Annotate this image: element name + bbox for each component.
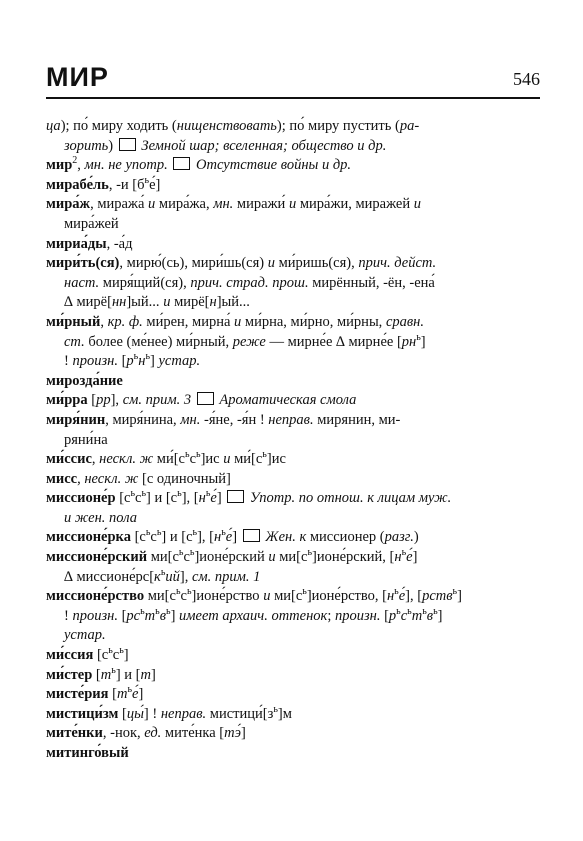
- entry-headword: ми́стер: [46, 666, 93, 683]
- grammar-note: к: [154, 568, 161, 585]
- entry-text: ]: [240, 725, 246, 742]
- grammar-note: т: [116, 686, 128, 703]
- superscript-mark: ь: [433, 606, 438, 618]
- grammar-note: нищенствовать: [176, 118, 277, 134]
- grammar-note: Земной шар; вселенная; общество и др.: [137, 137, 387, 154]
- entry-text: , мирю́(сь), мири́шь(ся): [119, 255, 268, 272]
- superscript-mark: ь: [262, 449, 267, 461]
- entry-text: ]: [420, 333, 426, 350]
- grammar-note: т: [100, 666, 112, 683]
- grammar-note: рн: [401, 333, 417, 350]
- dictionary-entry: [46, 548, 540, 587]
- entry-text: — мирне́е ∆ мирне́е [: [265, 333, 402, 350]
- entry-text: ] и [с: [161, 529, 193, 546]
- entry-text: ]: [123, 647, 129, 664]
- entry-text: мира́жа,: [155, 196, 214, 213]
- grammar-note: в: [426, 607, 434, 624]
- entry-text: , -нок,: [102, 725, 145, 742]
- superscript-mark: ь: [407, 606, 412, 618]
- entry-text: ]: [437, 607, 443, 624]
- entry-text: -я́не, -я́н !: [200, 411, 269, 428]
- superscript-mark: ь: [396, 606, 401, 618]
- entry-text: , миража́: [90, 196, 149, 213]
- grammar-note: ед.: [144, 725, 162, 742]
- grammar-note: и жен. пола: [64, 509, 137, 526]
- entry-text: мите́нка [: [161, 725, 225, 742]
- entry-text: мирённый, -ён, -ена́: [308, 274, 435, 291]
- entry-text: ми́рна, ми́рно, ми́рны,: [241, 313, 386, 330]
- entry-text: [191, 392, 195, 408]
- grammar-note: рств: [422, 588, 453, 605]
- grammar-note: неправ.: [268, 411, 314, 428]
- entry-headword: мисте́рия: [46, 686, 109, 703]
- entry-text: ]м: [277, 705, 292, 722]
- entry-text: ): [108, 137, 117, 154]
- entry-headword: миссионе́рка: [46, 529, 131, 546]
- entry-text: [: [118, 705, 127, 722]
- dictionary-entry: [46, 666, 540, 686]
- grammar-note: ца: [46, 118, 61, 134]
- entry-text: ); по́ миру ходить (: [60, 118, 177, 134]
- grammar-note: прич. дейст.: [358, 255, 437, 272]
- definition-box-icon: [197, 392, 214, 405]
- grammar-note: произн.: [334, 607, 381, 624]
- grammar-note: Отсутствие войны и др.: [192, 157, 352, 174]
- grammar-note: произн.: [72, 353, 118, 370]
- grammar-note: мн. не употр.: [84, 157, 168, 174]
- grammar-note: произн.: [72, 607, 118, 624]
- superscript-mark: ь: [192, 527, 198, 539]
- grammar-note: е́: [225, 529, 233, 546]
- grammar-note: нескл. ж: [84, 470, 139, 487]
- entry-text: ]ый...: [126, 294, 164, 311]
- entry-headword: миря́нин: [46, 411, 106, 428]
- grammar-note: и: [223, 451, 231, 468]
- entry-headword: мисс: [46, 470, 78, 487]
- entry-headword: мистици́зм: [46, 705, 119, 722]
- entry-text: ]: [457, 588, 462, 605]
- entry-text: !: [64, 607, 73, 624]
- entry-text: с: [183, 549, 190, 566]
- entry-text: ∆ миссионе́рс[: [64, 568, 155, 585]
- grammar-note: прич. страд. прош.: [190, 274, 309, 291]
- superscript-mark: ь: [221, 527, 226, 539]
- definition-box-icon: [173, 157, 190, 170]
- superscript-mark: ь: [196, 449, 201, 461]
- grammar-note: мн.: [180, 411, 201, 428]
- superscript-mark: ь: [401, 547, 407, 559]
- superscript-mark: ь: [145, 351, 150, 363]
- grammar-note: сравн.: [385, 313, 424, 330]
- entry-text: [с одиночный]: [138, 470, 231, 487]
- entry-text: ;: [327, 607, 335, 624]
- grammar-note: н: [198, 490, 206, 507]
- grammar-note: и: [268, 549, 276, 566]
- running-headword: МИР: [46, 62, 109, 92]
- entry-text: ,: [91, 451, 100, 468]
- grammar-note: цы́: [126, 705, 144, 722]
- page-header: [46, 62, 540, 96]
- grammar-note: н: [209, 294, 217, 311]
- dictionary-entry: [46, 685, 540, 705]
- entry-text: ]ионе́рский, [: [312, 549, 395, 566]
- entry-text: ,: [77, 470, 85, 487]
- entry-text: ]: [150, 353, 159, 370]
- grammar-note: тэ́: [224, 725, 241, 742]
- definition-box-icon: [243, 529, 260, 542]
- entry-text: мира́жей: [64, 215, 119, 232]
- grammar-note: Жен. к: [261, 529, 307, 546]
- grammar-note: рс: [126, 607, 141, 624]
- entry-text: ми[с: [275, 549, 308, 566]
- entry-text: ми́рен, мирна́: [142, 313, 235, 330]
- dictionary-entry: [46, 646, 540, 666]
- grammar-note: и: [413, 196, 421, 213]
- entry-text: мирянин, ми-: [313, 411, 401, 428]
- dictionary-entry: [46, 470, 540, 490]
- superscript-mark: ь: [130, 488, 136, 500]
- entry-text: !: [64, 353, 73, 370]
- grammar-note: зорить: [64, 137, 109, 154]
- grammar-note: н: [214, 529, 222, 546]
- entry-text: ]ис: [200, 451, 224, 468]
- entry-text: ,: [100, 313, 108, 330]
- grammar-note: н: [394, 549, 402, 566]
- grammar-note: р: [388, 607, 397, 624]
- grammar-note: е́: [210, 490, 217, 507]
- grammar-note: ра-: [399, 118, 420, 134]
- superscript-mark: ь: [156, 527, 162, 539]
- entry-headword: ми́ссис: [46, 451, 92, 468]
- definition-box-icon: [227, 490, 244, 503]
- page-number: 546: [513, 69, 540, 89]
- grammar-note: т: [144, 607, 156, 624]
- entry-text: мирё[: [170, 294, 210, 311]
- dictionary-entry: [46, 117, 540, 156]
- grammar-note: и: [148, 196, 156, 213]
- entry-text: ): [413, 529, 419, 546]
- grammar-note: нн: [111, 294, 127, 311]
- grammar-note: н: [138, 353, 146, 370]
- superscript-mark: ь: [422, 606, 427, 618]
- grammar-note: и: [288, 196, 297, 213]
- grammar-note: и: [263, 588, 271, 605]
- entry-text: ]: [150, 666, 156, 683]
- entry-headword: мириа́ды: [46, 235, 107, 252]
- entry-headword: мира́ж: [46, 196, 91, 213]
- definition-box-icon: [119, 138, 136, 151]
- dictionary-entry: [46, 372, 540, 392]
- entry-text: ми́[с: [230, 451, 263, 468]
- dictionary-entry: [46, 156, 540, 176]
- entry-headword: мирабе́ль: [46, 176, 109, 193]
- dictionary-entry: [46, 254, 540, 313]
- superscript-mark: ь: [307, 547, 313, 559]
- grammar-note: рр: [96, 392, 111, 409]
- superscript-mark: ь: [166, 606, 171, 618]
- grammar-note: кр. ф.: [107, 313, 143, 330]
- dictionary-entry: [46, 411, 540, 450]
- entry-text: ] и [с: [146, 490, 178, 507]
- entry-headword: мир: [46, 157, 73, 174]
- entry-text: мистици́[з: [206, 705, 274, 722]
- entry-text: с: [189, 451, 196, 468]
- superscript-mark: ь: [175, 586, 181, 598]
- entry-text: ]: [216, 490, 226, 507]
- entry-text: ми[с: [147, 549, 179, 566]
- superscript-mark: ь: [141, 488, 147, 500]
- entry-text: [с: [115, 490, 131, 507]
- dictionary-entry: [46, 195, 540, 234]
- entry-text: ,: [77, 157, 85, 174]
- entry-text: ]: [138, 686, 144, 703]
- entry-headword: мите́нки: [46, 725, 103, 742]
- entry-text: ],: [179, 568, 192, 585]
- entry-headword: миссионе́рство: [46, 588, 145, 605]
- grammar-note: устар.: [158, 353, 201, 370]
- entry-text: [с: [130, 529, 146, 546]
- grammar-note: е́: [406, 549, 413, 566]
- entry-text: [: [380, 607, 389, 624]
- grammar-note: неправ.: [160, 705, 207, 722]
- entry-text: ]ионе́рство: [191, 588, 264, 605]
- dictionary-entry: [46, 528, 540, 548]
- dictionary-entries: [46, 117, 540, 764]
- grammar-note: е́: [132, 686, 139, 703]
- dictionary-entry: [46, 235, 540, 255]
- grammar-note: и: [163, 294, 171, 311]
- grammar-note: наст.: [64, 274, 100, 291]
- superscript-mark: ь: [108, 645, 113, 657]
- entry-text: [с: [93, 647, 109, 664]
- entry-text: ]ионе́рство, [: [306, 588, 387, 605]
- entry-text: мира́жи, миражей: [296, 196, 414, 213]
- header-rule: [46, 97, 540, 99]
- grammar-note: ст.: [64, 333, 85, 350]
- grammar-note: е́: [398, 588, 406, 605]
- entry-headword: мири́ть(ся): [46, 255, 120, 272]
- entry-text: ми[с: [144, 588, 176, 605]
- grammar-note: Употр. по отнош. к лицам муж.: [246, 490, 452, 507]
- entry-text: с: [135, 490, 142, 507]
- entry-text: ]ионе́рский: [194, 549, 269, 566]
- grammar-note: т: [411, 607, 423, 624]
- entry-text: ∆ мирё[: [64, 294, 112, 311]
- dictionary-entry: [46, 724, 540, 744]
- entry-text: [: [92, 666, 101, 683]
- entry-text: е́]: [149, 176, 161, 193]
- entry-text: ]: [170, 607, 180, 624]
- dictionary-entry: [46, 176, 540, 196]
- entry-text: [: [108, 686, 117, 703]
- entry-text: более (ме́нее) ми́рный,: [84, 333, 233, 350]
- entry-text: ]ис: [266, 451, 286, 468]
- grammar-note: р: [126, 353, 134, 370]
- grammar-note: реже: [232, 333, 266, 350]
- superscript-mark: ь: [416, 331, 421, 343]
- dictionary-entry: [46, 489, 540, 528]
- entry-headword: миссионе́р: [46, 490, 116, 507]
- superscript-mark: ь: [178, 547, 184, 559]
- entry-text: ], [: [197, 529, 214, 546]
- superscript-mark: ь: [273, 703, 278, 715]
- superscript-mark: ь: [205, 488, 211, 500]
- entry-text: [: [117, 607, 127, 624]
- entry-text: ми[с: [270, 588, 303, 605]
- entry-headword: мирозда́ние: [46, 372, 123, 389]
- entry-headword: ми́рный: [46, 313, 101, 330]
- entry-text: ]: [232, 529, 241, 546]
- grammar-note: ий: [165, 568, 180, 585]
- entry-text: ми́[с: [153, 451, 185, 468]
- grammar-note: и: [234, 313, 242, 330]
- superscript-mark: ь: [394, 586, 399, 598]
- entry-text: ]: [412, 549, 418, 566]
- entry-headword: ми́ссия: [46, 647, 94, 664]
- entry-text: [: [87, 392, 97, 409]
- dictionary-entry: [46, 450, 540, 470]
- superscript-mark: ь: [119, 645, 124, 657]
- dictionary-entry: [46, 705, 540, 725]
- entry-text: с: [150, 529, 157, 546]
- entry-text: , миря́нина,: [105, 411, 181, 428]
- grammar-note: н: [386, 588, 395, 605]
- superscript-mark: ь: [155, 606, 160, 618]
- superscript-mark: ь: [127, 684, 133, 696]
- entry-text: с: [180, 588, 187, 605]
- grammar-note: устар.: [64, 627, 106, 644]
- entry-text: миссионер (: [306, 529, 385, 546]
- grammar-note: нескл. ж: [99, 451, 154, 468]
- entry-text: ],: [110, 392, 123, 409]
- grammar-note: мн.: [213, 196, 234, 213]
- grammar-note: Ароматическая смола: [215, 392, 357, 409]
- entry-text: с: [112, 647, 120, 664]
- entry-text: [168, 157, 172, 173]
- grammar-note: разг.: [384, 529, 414, 546]
- entry-text: миря́щий(ся),: [99, 274, 191, 291]
- superscript-mark: ь: [186, 586, 192, 598]
- entry-text: ряни́на: [64, 431, 108, 448]
- grammar-note: см. прим. 1: [191, 568, 261, 585]
- entry-text: ]ый...: [216, 294, 250, 311]
- superscript-mark: ь: [133, 351, 139, 363]
- grammar-note: в: [159, 607, 167, 624]
- entry-text: , -а́д: [106, 235, 133, 252]
- superscript-mark: ь: [302, 586, 307, 598]
- superscript-mark: ь: [160, 566, 166, 578]
- dictionary-entry: [46, 391, 540, 411]
- entry-headword: миссионе́рский: [46, 549, 148, 566]
- grammar-note: с: [400, 607, 408, 624]
- entry-text: ], [: [405, 588, 423, 605]
- entry-headword: митинго́вый: [46, 745, 129, 761]
- superscript-mark: ь: [145, 527, 151, 539]
- entry-text: ] и [: [115, 666, 141, 683]
- dictionary-entry: [46, 587, 540, 646]
- entry-headword: ми́рра: [46, 392, 88, 409]
- superscript-mark: ь: [189, 547, 195, 559]
- superscript-mark: ь: [140, 606, 145, 618]
- superscript-mark: ь: [111, 664, 116, 676]
- dictionary-entry: [46, 744, 540, 764]
- entry-text: ] !: [143, 705, 161, 722]
- entry-text: [: [117, 353, 127, 370]
- entry-text: ], [: [181, 490, 199, 507]
- entry-text: ми́ришь(ся),: [274, 255, 359, 272]
- superscript-mark: 2: [72, 155, 78, 167]
- superscript-mark: ь: [452, 586, 458, 598]
- entry-text: ); по́ миру пустить (: [276, 118, 400, 134]
- entry-text: миражи́: [233, 196, 289, 213]
- grammar-note: т: [140, 666, 151, 683]
- superscript-mark: ь: [185, 449, 190, 461]
- grammar-note: и: [267, 255, 275, 272]
- grammar-note: см. прим. 3: [122, 392, 192, 409]
- dictionary-entry: [46, 313, 540, 372]
- grammar-note: имеет архаич. оттенок: [179, 607, 328, 624]
- superscript-mark: ь: [144, 174, 150, 186]
- entry-text: , -и [б: [108, 176, 145, 193]
- superscript-mark: ь: [177, 488, 182, 500]
